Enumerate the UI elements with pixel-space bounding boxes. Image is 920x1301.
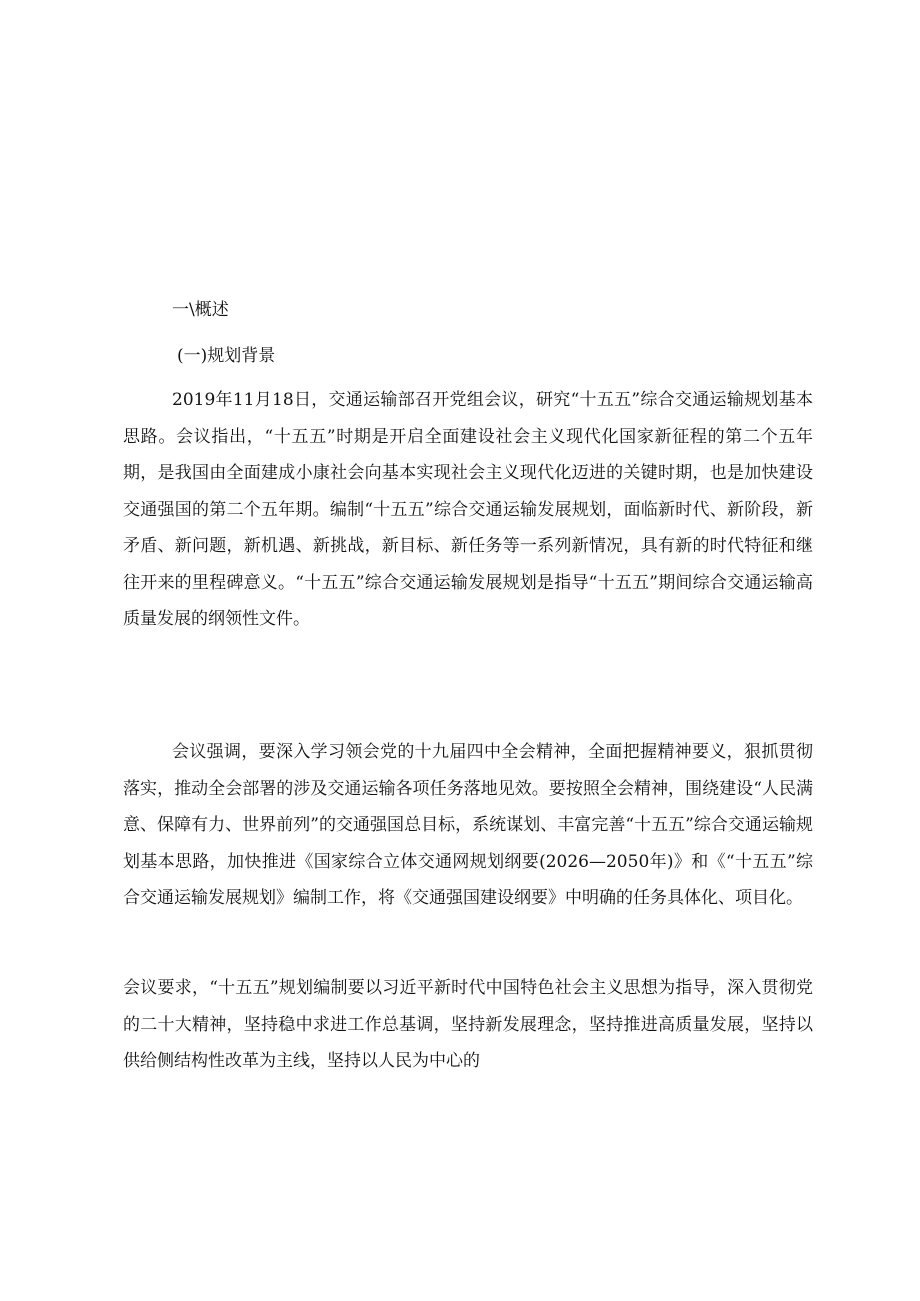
section-heading: 一\概述 [172,300,229,320]
paragraph-background: 2019年11月18日，交通运输部召开党组会议，研究“十五五”综合交通运输规划基本思路。会议指出，“十五五”时期是开启全面建设社会主义现代化国家新征程的第二个五年期，是我国由全面建成小康社会向基本实现社会主义现代化迈进的关键时期，也是加快建设交通强国的第二个五年期。编制“十五五”综合交通运输发展规划，面临新时代、新阶段，新矛盾、新问题，新机遇、新挑战，新目标、新任务等一系列新情况，具有新的时代特征和继往开来的里程碑意义。“十五五”综合交通运输发展规划是指导“十五五”期间综合交通运输高质量发展的纲领性文件。 [123,390,813,629]
paragraph-meeting-requirements: 会议要求，“十五五”规划编制要以习近平新时代中国特色社会主义思想为指导，深入贯彻党的二十大精神，坚持稳中求进工作总基调，坚持新发展理念，坚持推进高质量发展，坚持以供给侧结构性改革为主线，坚持以人民为中心的 [123,978,813,1071]
subsection-heading: (一)规划背景 [177,346,276,366]
paragraph-meeting-emphasis: 会议强调，要深入学习领会党的十九届四中全会精神，全面把握精神要义，狠抓贯彻落实，推动全会部署的涉及交通运输各项任务落地见效。要按照全会精神，围绕建设“人民满意、保障有力、世界前列”的交通强国总目标，系统谋划、丰富完善“十五五”综合交通运输规划基本思路，加快推进《国家综合立体交通网规划纲要(2026—2050年)》和《“十五五”综合交通运输发展规划》编制工作，将《交通强国建设纲要》中明确的任务具体化、项目化。 [123,742,813,908]
